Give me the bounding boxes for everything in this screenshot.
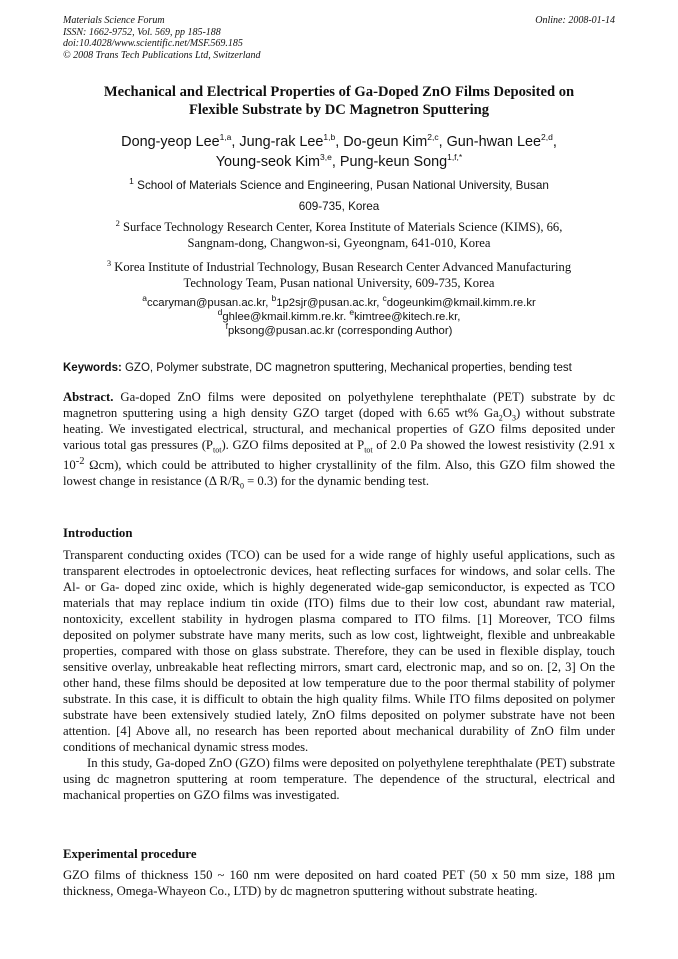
abstract-text: O — [502, 405, 512, 420]
title-line-1: Mechanical and Electrical Properties of Ga-Doped ZnO Films Deposited on — [103, 84, 575, 100]
affiliation-3-line-1 — [63, 259, 615, 275]
paper-title — [63, 83, 615, 119]
abstract-label: Abstract. — [63, 390, 114, 404]
affiliation-2-line-2: Sangnam-dong, Changwon-si, Gyeongnam, 641-010, Korea — [187, 236, 491, 250]
emails-line-2 — [63, 307, 615, 324]
affiliation-number: 3 — [106, 257, 112, 268]
email-mark: e — [349, 307, 355, 318]
email-mark: b — [271, 293, 277, 304]
author-list — [63, 133, 615, 172]
author-affiliation-mark: 3,e — [320, 151, 332, 162]
copyright-line: © 2008 Trans Tech Publications Ltd, Switzerland — [63, 49, 261, 61]
emails-line-3 — [63, 321, 615, 338]
email-link[interactable]: dogeunkim@kmail.kimm.re.kr — [386, 297, 536, 309]
author-affiliation-mark: 2,d — [540, 132, 553, 143]
email-link[interactable]: pksong@pusan.ac.kr (corresponding Author) — [228, 325, 453, 338]
email-link[interactable]: ghlee@kmail.kimm.re.kr. — [222, 311, 350, 324]
title-line-2: Flexible Substrate by DC Magnetron Sputtering — [188, 102, 490, 118]
subscript: tot — [364, 445, 373, 455]
affiliation-text: School of Materials Science and Engineering, Pusan National University, Busan — [133, 179, 549, 192]
author-affiliation-mark: 1,a — [219, 132, 232, 143]
affiliation-2 — [63, 219, 615, 251]
doi-line: doi:10.4028/www.scientific.net/MSF.569.185 — [63, 38, 243, 50]
email-link[interactable]: 1p2sjr@pusan.ac.kr, — [276, 297, 383, 309]
abstract-text: Ga-doped ZnO films were deposited on polyethylene terephthalate (PET) substrate by dc magnetron sputtering using a high density GZO target (doped with 6.65 wt% Ga — [63, 390, 615, 420]
email-link[interactable]: kimtree@kitech.re.kr, — [354, 311, 461, 324]
author-name: Dong-yeop Lee — [121, 134, 220, 150]
subscript: 3 — [511, 413, 516, 423]
introduction-body — [63, 547, 615, 803]
introduction-heading: Introduction — [63, 526, 133, 540]
journal-header — [63, 15, 615, 61]
author-name: Young-seok Kim — [215, 153, 321, 170]
affiliation-1-line-1 — [63, 175, 615, 196]
subscript: 2 — [498, 413, 503, 423]
author-affiliation-mark: 1,b — [323, 132, 336, 143]
authors-line-1: Dong-yeop Lee$^{1,a}$, Jung-rak Lee$^{1,b}$, Do-geun Kim$^{2,c}$, Gun-hwan Lee$^{2,d}$, — [121, 132, 557, 150]
author-name: Do-geun Kim — [343, 134, 428, 150]
author-affiliation-mark: 1,f,* — [447, 151, 463, 162]
email-mark: c — [382, 293, 387, 304]
online-date: Online: 2008-01-14 — [535, 15, 615, 26]
authors-line-2: Young-seok Kim$^{3,e}$, Pung-keun Song$^{1,f,*}$ — [215, 151, 463, 170]
affiliation-3-line-2: Technology Team, Pusan national University, 609-735, Korea — [183, 276, 495, 290]
email-mark: a — [142, 293, 147, 304]
keywords-label: Keywords: — [63, 362, 122, 374]
affiliation-3 — [63, 259, 615, 291]
author-name: Pung-keun Song — [339, 153, 448, 170]
affiliation-text: Korea Institute of Industrial Technology, Busan Research Center Advanced Manufacturing — [111, 260, 572, 274]
superscript: -2 — [75, 455, 85, 467]
email-mark: f — [225, 321, 228, 332]
experimental-heading: Experimental procedure — [63, 847, 197, 861]
subscript: tot — [212, 445, 222, 455]
paragraph: Transparent conducting oxides (TCO) can be used for a wide range of highly useful applications, such as transparent electrodes in optoelectronic devices, heat reflecting surfaces for windows, and solar cells. The Al- or Ga- doped zinc oxide, which is highly degenerated wide-gap semiconductor, is expected as TCO materials that may replace indium tin oxide (ITO) films due to their low cost, abundant raw material, nontoxicity, excellent stability in hydrogen plasma compared to ITO films. [1] Moreover, TCO films deposited on polymer substrate have many merits, such as low cost, lightweight, flexible and unbreakable properties, compared with those on glass substrate. Therefore, they can be used in flexible display, touch sensitive overlay, unbreakable heat reflecting mirrors, smart card, electronic map, and so on. [2, 3] On the other hand, these films should be deposited at low temperature due to the poor thermal stability of polymer substrate. In this case, it is difficult to obtain the high quality films. While ITO films deposited on polymer substrate have been extensively studied lately, ZnO films deposited on polymer substrate have not been attention. [4] Above all, no research has been reported about mechanical durability of ZnO film under conditions of mechanical dynamic stress modes. — [63, 548, 615, 754]
issn-line: ISSN: 1662-9752, Vol. 569, pp 185-188 — [63, 26, 221, 38]
affiliation-number: 1 — [129, 176, 134, 187]
experimental-body — [63, 867, 615, 899]
abstract — [63, 390, 615, 490]
author-affiliation-mark: 2,c — [427, 132, 439, 143]
abstract-text: ) without substrate heating. We investigated electrical, structural, and mechanical properties of GZO films deposited under various total gas pressures (P — [63, 405, 615, 452]
keywords-line — [63, 361, 623, 375]
affiliation-1-line-2: 609-735, Korea — [298, 200, 380, 213]
abstract-text: of 2.0 Pa showed the lowest resistivity (2.91 x 10 — [63, 437, 615, 472]
author-name: Gun-hwan Lee — [446, 134, 541, 150]
abstract-text: = 0.3) for the dynamic bending test. — [243, 473, 430, 488]
author-emails — [63, 293, 615, 339]
affiliation-1 — [63, 175, 615, 217]
paragraph: GZO films of thickness 150 ~ 160 nm were deposited on hard coated PET (50 x 50 mm size, 188 µm thickness, Omega-Whayeon Co., LTD) by dc magnetron sputtering without substrate heating. — [63, 868, 615, 898]
author-name: Jung-rak Lee — [239, 134, 324, 150]
affiliation-text: Surface Technology Research Center, Korea Institute of Materials Science (KIMS), 66, — [119, 220, 563, 234]
affiliation-2-line-1 — [63, 219, 615, 235]
subscript: 0 — [239, 481, 244, 491]
paragraph: In this study, Ga-doped ZnO (GZO) films were deposited on polyethylene terephthalate (PET) substrate using dc magnetron sputtering at room temperature. The dependence of the structural, electrical and machanical properties on GZO films was investigated. — [63, 756, 615, 802]
keywords-text: GZO, Polymer substrate, DC magnetron sputtering, Mechanical properties, bending test — [121, 362, 572, 374]
abstract-text: Ωcm), which could be attributed to higher crystallinity of the film. Also, this GZO film showed the lowest change in resistance (Δ R/R — [63, 457, 615, 488]
email-mark: d — [217, 307, 223, 318]
abstract-text: ). GZO films deposited at P — [221, 437, 365, 452]
email-link[interactable]: ccaryman@pusan.ac.kr, — [147, 297, 272, 309]
affiliation-number: 2 — [115, 217, 120, 228]
emails-line-1 — [63, 293, 615, 310]
journal-name: Materials Science Forum — [63, 15, 165, 26]
